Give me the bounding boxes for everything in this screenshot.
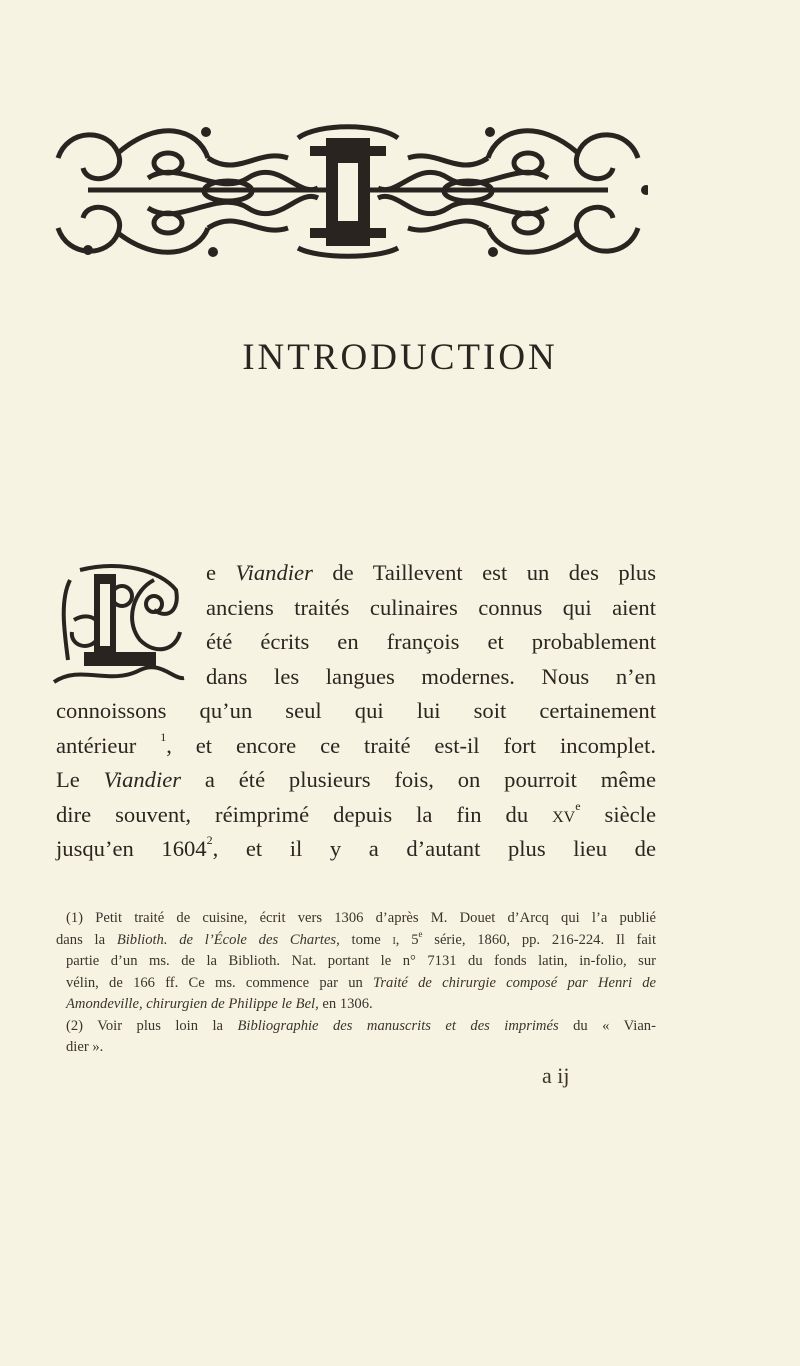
para-line-2: anciens traités culinaires connus qui aient [206, 594, 656, 620]
para-line-9: jusqu’en 1604$^2$, et il y a d’autant plus lieu de [56, 833, 656, 861]
footnote-ref-2: 2 [206, 833, 213, 847]
footnote-1: (1) Petit traité de cuisine, écrit vers 1306 d’après M. Douet d’Arcq qui l’a publié dans la Biblioth. de l’École des Chartes, tome i, 5e série, 1860, pp. 216-224. Il fait partie d’un ms. de la Biblioth. Nat. portant le n° 7131 du fonds latin, in-folio, sur vélin, de 166 ff. Ce ms. commence par un Traité de chirurgie composé par Henri de Amondeville, chirurgien de Philippe le Bel, en 1306. [56, 910, 657, 1012]
para-line-6: antérieur $^1$, et encore ce traité est-il fort incomplet. [56, 729, 656, 758]
para-line-1: e Viandier de Taillevent est un des plus [206, 560, 656, 585]
headpiece-ornament [48, 118, 648, 264]
footnote-2: (2) Voir plus loin la Bibliographie des manuscrits et des imprimés du « Vian- dier ». [66, 1017, 656, 1055]
para-line-5: connoissons qu’un seul qui lui soit certainement [56, 698, 656, 723]
para-line-8: dire souvent, réimprimé depuis la fin du $xv^e$ siècle [56, 798, 656, 827]
para-line-7: Le Viandier a été plusieurs fois, on pourroit même [56, 767, 656, 792]
footnote-ref-1: 1 [160, 729, 167, 744]
para-line-3: été écrits en françois et probablement [206, 629, 656, 654]
para-line-4: dans les langues modernes. Nous n’en [206, 663, 656, 689]
signature-mark: a ij [542, 1063, 570, 1088]
body-paragraph [56, 556, 656, 867]
footnotes [56, 908, 656, 1059]
page-title: INTRODUCTION [242, 337, 558, 378]
